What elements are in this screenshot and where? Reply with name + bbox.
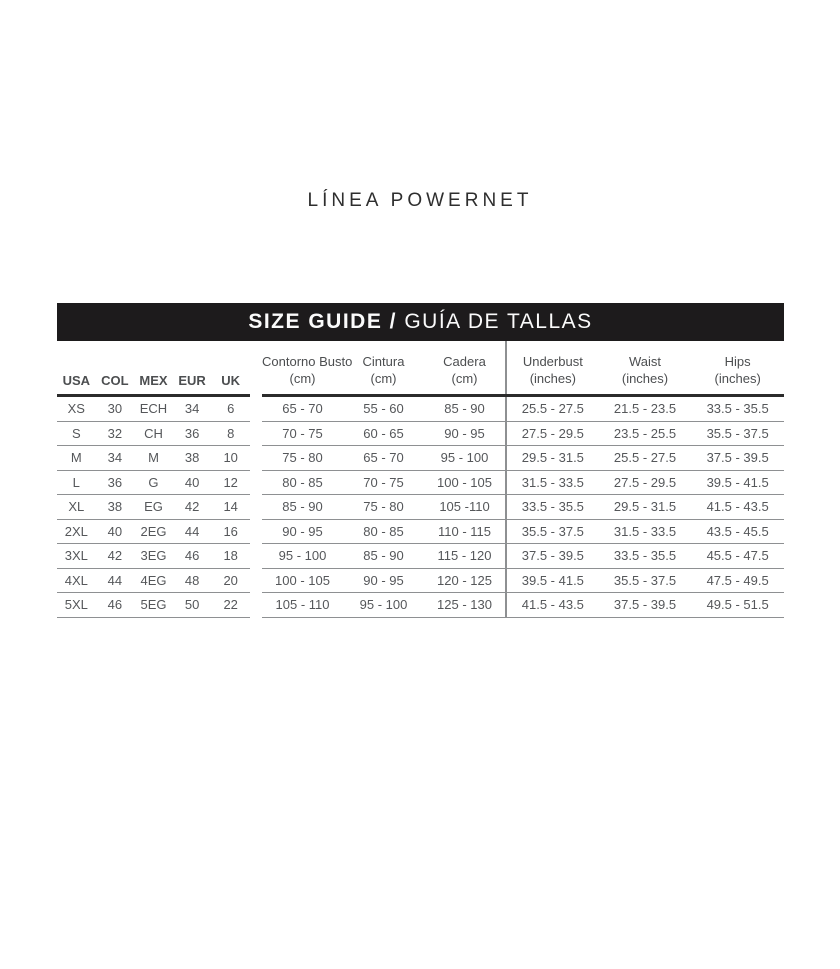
cell-uk: 20 <box>211 568 250 593</box>
table-row <box>57 495 250 520</box>
cell-mex: 5EG <box>134 593 173 618</box>
cell-busto_cm: 75 - 80 <box>262 446 343 471</box>
cell-eur: 46 <box>173 544 212 569</box>
cell-busto_cm: 100 - 105 <box>262 568 343 593</box>
cell-col: 42 <box>96 544 135 569</box>
cell-waist_in: 33.5 - 35.5 <box>599 544 692 569</box>
column-header-uk: UK <box>211 341 250 396</box>
cell-hips_in: 41.5 - 43.5 <box>691 495 784 520</box>
header-unit: (inches) <box>714 371 761 387</box>
cell-eur: 44 <box>173 519 212 544</box>
table-row <box>57 519 250 544</box>
table-row <box>506 495 784 520</box>
cell-waist_in: 35.5 - 37.5 <box>599 568 692 593</box>
header-unit: (inches) <box>621 371 669 387</box>
cell-waist_in: 25.5 - 27.5 <box>599 446 692 471</box>
header-label: Cintura <box>362 354 405 370</box>
header-label: Hips <box>724 354 751 370</box>
cell-col: 38 <box>96 495 135 520</box>
cm-measurements-table <box>262 341 505 618</box>
table-row <box>506 519 784 544</box>
column-header-cadera-cm <box>424 341 505 396</box>
inch-measurements-table <box>505 341 784 618</box>
header-unit: (cm) <box>370 371 397 387</box>
cell-cintura_cm: 85 - 90 <box>343 544 424 569</box>
table-row <box>262 495 505 520</box>
cell-waist_in: 29.5 - 31.5 <box>599 495 692 520</box>
table-row <box>57 421 250 446</box>
cell-cadera_cm: 90 - 95 <box>424 421 505 446</box>
cell-waist_in: 31.5 - 33.5 <box>599 519 692 544</box>
cell-cadera_cm: 105 -110 <box>424 495 505 520</box>
header-label: Contorno Busto <box>262 354 353 370</box>
header-unit: (cm) <box>451 371 478 387</box>
size-table-header <box>57 341 250 396</box>
cell-mex: CH <box>134 421 173 446</box>
cell-usa: XL <box>57 495 96 520</box>
cell-uk: 10 <box>211 446 250 471</box>
cm-table-body <box>262 396 505 618</box>
column-header-cintura-cm <box>343 341 424 396</box>
cell-hips_in: 43.5 - 45.5 <box>691 519 784 544</box>
cell-uk: 8 <box>211 421 250 446</box>
cell-col: 32 <box>96 421 135 446</box>
table-row <box>57 593 250 618</box>
cell-col: 44 <box>96 568 135 593</box>
header-label: Cadera <box>443 354 486 370</box>
table-row <box>506 544 784 569</box>
cell-usa: S <box>57 421 96 446</box>
column-header-usa: USA <box>57 341 96 396</box>
cell-waist_in: 37.5 - 39.5 <box>599 593 692 618</box>
cell-underbust_in: 39.5 - 41.5 <box>506 568 599 593</box>
table-row <box>262 568 505 593</box>
page-title: LÍNEA POWERNET <box>307 190 533 211</box>
table-row <box>506 446 784 471</box>
table-row <box>262 446 505 471</box>
cell-uk: 18 <box>211 544 250 569</box>
cell-eur: 48 <box>173 568 212 593</box>
cell-eur: 38 <box>173 446 212 471</box>
cell-col: 46 <box>96 593 135 618</box>
cell-underbust_in: 27.5 - 29.5 <box>506 421 599 446</box>
cell-busto_cm: 65 - 70 <box>262 396 343 422</box>
size-chart <box>57 341 784 618</box>
banner-title-bold: SIZE GUIDE / <box>248 310 398 333</box>
size-guide-banner <box>57 303 784 341</box>
header-label: Underbust <box>522 354 583 370</box>
cell-busto_cm: 95 - 100 <box>262 544 343 569</box>
cell-mex: M <box>134 446 173 471</box>
cell-eur: 36 <box>173 421 212 446</box>
cell-mex: 2EG <box>134 519 173 544</box>
table-row <box>57 568 250 593</box>
cell-col: 36 <box>96 470 135 495</box>
cell-cadera_cm: 110 - 115 <box>424 519 505 544</box>
table-row <box>262 544 505 569</box>
size-table-body <box>57 396 250 618</box>
cell-busto_cm: 70 - 75 <box>262 421 343 446</box>
banner-title-regular: GUÍA DE TALLAS <box>397 310 593 333</box>
header-row <box>57 341 250 396</box>
cell-usa: L <box>57 470 96 495</box>
header-label: Waist <box>628 354 661 370</box>
header-unit: (inches) <box>529 371 576 387</box>
column-header-contorno-busto-cm <box>262 341 353 396</box>
column-header-waist-in <box>599 341 692 396</box>
cell-uk: 14 <box>211 495 250 520</box>
cell-busto_cm: 80 - 85 <box>262 470 343 495</box>
cell-cadera_cm: 125 - 130 <box>424 593 505 618</box>
cell-col: 34 <box>96 446 135 471</box>
cell-eur: 50 <box>173 593 212 618</box>
cell-mex: 3EG <box>134 544 173 569</box>
cell-cadera_cm: 95 - 100 <box>424 446 505 471</box>
cell-usa: 2XL <box>57 519 96 544</box>
table-row <box>262 593 505 618</box>
column-header-underbust-in <box>506 341 599 396</box>
table-row <box>506 568 784 593</box>
cell-hips_in: 45.5 - 47.5 <box>691 544 784 569</box>
cell-underbust_in: 41.5 - 43.5 <box>506 593 599 618</box>
cell-underbust_in: 25.5 - 27.5 <box>506 396 599 422</box>
table-row <box>57 446 250 471</box>
cell-cintura_cm: 75 - 80 <box>343 495 424 520</box>
cell-hips_in: 39.5 - 41.5 <box>691 470 784 495</box>
cell-underbust_in: 33.5 - 35.5 <box>506 495 599 520</box>
cell-eur: 42 <box>173 495 212 520</box>
cell-hips_in: 33.5 - 35.5 <box>691 396 784 422</box>
cell-uk: 22 <box>211 593 250 618</box>
cell-cintura_cm: 60 - 65 <box>343 421 424 446</box>
cell-cintura_cm: 95 - 100 <box>343 593 424 618</box>
cell-hips_in: 49.5 - 51.5 <box>691 593 784 618</box>
table-row <box>506 593 784 618</box>
cell-hips_in: 47.5 - 49.5 <box>691 568 784 593</box>
cell-busto_cm: 105 - 110 <box>262 593 343 618</box>
column-header-col: COL <box>96 341 135 396</box>
table-row <box>506 470 784 495</box>
table-row <box>262 421 505 446</box>
cell-busto_cm: 85 - 90 <box>262 495 343 520</box>
header-row <box>506 341 784 396</box>
cell-usa: XS <box>57 396 96 422</box>
cell-cintura_cm: 55 - 60 <box>343 396 424 422</box>
cell-col: 40 <box>96 519 135 544</box>
cell-cintura_cm: 80 - 85 <box>343 519 424 544</box>
table-row <box>262 519 505 544</box>
cell-hips_in: 35.5 - 37.5 <box>691 421 784 446</box>
inch-table-body <box>506 396 784 618</box>
column-header-hips-in <box>691 341 784 396</box>
cell-cadera_cm: 120 - 125 <box>424 568 505 593</box>
cell-mex: 4EG <box>134 568 173 593</box>
cell-cadera_cm: 100 - 105 <box>424 470 505 495</box>
cell-cintura_cm: 90 - 95 <box>343 568 424 593</box>
table-gap <box>250 341 262 618</box>
cell-hips_in: 37.5 - 39.5 <box>691 446 784 471</box>
cell-busto_cm: 90 - 95 <box>262 519 343 544</box>
cell-eur: 34 <box>173 396 212 422</box>
size-conversion-table <box>57 341 250 618</box>
header-unit: (cm) <box>289 371 316 387</box>
cell-usa: 3XL <box>57 544 96 569</box>
column-header-mex: MEX <box>134 341 173 396</box>
table-row <box>506 421 784 446</box>
table-row <box>57 396 250 422</box>
table-row <box>57 470 250 495</box>
cell-waist_in: 23.5 - 25.5 <box>599 421 692 446</box>
table-row <box>262 396 505 422</box>
cell-uk: 12 <box>211 470 250 495</box>
cell-waist_in: 27.5 - 29.5 <box>599 470 692 495</box>
cell-cintura_cm: 65 - 70 <box>343 446 424 471</box>
cell-mex: ECH <box>134 396 173 422</box>
header-row <box>262 341 505 396</box>
cell-mex: G <box>134 470 173 495</box>
cell-mex: EG <box>134 495 173 520</box>
table-row <box>262 470 505 495</box>
cell-cintura_cm: 70 - 75 <box>343 470 424 495</box>
cell-uk: 16 <box>211 519 250 544</box>
cell-col: 30 <box>96 396 135 422</box>
cm-table-header <box>262 341 505 396</box>
cell-underbust_in: 35.5 - 37.5 <box>506 519 599 544</box>
cell-eur: 40 <box>173 470 212 495</box>
inch-table-header <box>506 341 784 396</box>
cell-cadera_cm: 85 - 90 <box>424 396 505 422</box>
cell-usa: 4XL <box>57 568 96 593</box>
table-row <box>506 396 784 422</box>
cell-cadera_cm: 115 - 120 <box>424 544 505 569</box>
cell-underbust_in: 31.5 - 33.5 <box>506 470 599 495</box>
cell-usa: M <box>57 446 96 471</box>
column-header-eur: EUR <box>173 341 212 396</box>
cell-usa: 5XL <box>57 593 96 618</box>
cell-uk: 6 <box>211 396 250 422</box>
cell-underbust_in: 37.5 - 39.5 <box>506 544 599 569</box>
table-row <box>57 544 250 569</box>
cell-waist_in: 21.5 - 23.5 <box>599 396 692 422</box>
cell-underbust_in: 29.5 - 31.5 <box>506 446 599 471</box>
